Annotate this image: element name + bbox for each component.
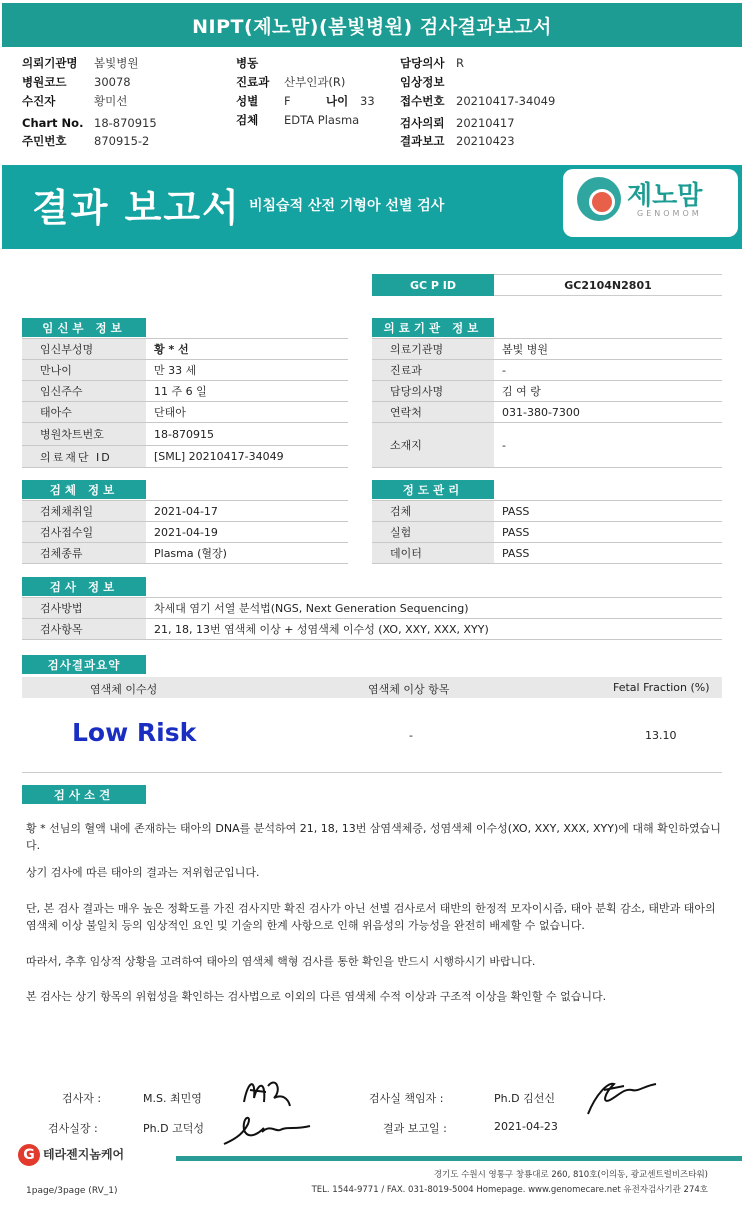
section-head-pregnant: 임신부 정보 — [22, 318, 146, 337]
table-row — [22, 522, 348, 543]
row-label: 태아수 — [22, 402, 146, 423]
row-value: 18-870915 — [146, 423, 348, 446]
header-value: 18-870915 — [94, 116, 157, 130]
row-label: 검체 — [372, 501, 494, 522]
finding-paragraph: 본 검사는 상기 항목의 위험성을 확인하는 검사법으로 이외의 다른 염색체 수적 이상과 구조적 이상을 확인할 수 없습니다. — [26, 990, 607, 1003]
row-label: 병원차트번호 — [22, 423, 146, 446]
finding-paragraph: 황 * 선님의 혈액 내에 존재하는 태아의 DNA를 분석하여 21, 18, 13번 삼염색체증, 성염색체 이수성(XO, XXY, XXX, XYY)에 대해 확인하였습니다. — [26, 822, 721, 852]
header-label: 병원코드 — [22, 75, 67, 89]
specimen-info-table — [22, 500, 348, 564]
table-row — [372, 522, 722, 543]
header-label: 주민번호 — [22, 134, 67, 148]
row-label: 의료기관명 — [372, 339, 494, 360]
row-label: 검체채취일 — [22, 501, 146, 522]
terragen-logo-icon: G — [18, 1144, 40, 1166]
header-value: EDTA Plasma — [284, 113, 360, 127]
chief-name: Ph.D 고덕성 — [143, 1122, 204, 1135]
header-label: 수진자 — [22, 94, 56, 108]
summary-col-fetal-fraction: Fetal Fraction (%) — [613, 681, 710, 694]
fetal-fraction-value: 13.10 — [645, 729, 677, 742]
section-head-summary: 검사결과요약 — [22, 655, 146, 674]
row-value: 김 여 랑 — [494, 381, 722, 402]
row-value: 11 주 6 일 — [146, 381, 348, 402]
section-head-qc: 정도관리 — [372, 480, 494, 499]
summary-col-abnormal: 염색체 이상 항목 — [368, 683, 450, 696]
table-row — [22, 446, 348, 468]
row-value: Plasma (혈장) — [146, 543, 348, 564]
header-label: 담당의사 — [400, 56, 445, 70]
row-label: 데이터 — [372, 543, 494, 564]
header-label: 임상정보 — [400, 75, 445, 89]
terragen-logo-text: 테라젠지놈케어 — [43, 1147, 125, 1162]
row-value: 차세대 염기 서열 분석법(NGS, Next Generation Sequencing) — [146, 598, 722, 619]
page-number: 1page/3page (RV_1) — [26, 1186, 118, 1196]
age-label: 나이 — [326, 94, 349, 108]
header-value: 870915-2 — [94, 134, 150, 148]
table-row — [372, 360, 722, 381]
result-low-risk: Low Risk — [72, 718, 197, 747]
row-value: 031-380-7300 — [494, 402, 722, 423]
report-banner — [2, 165, 742, 249]
footer-address: 경기도 수원시 영통구 창룡대로 260, 810호(이의동, 광교센트럴비즈타워) — [433, 1170, 708, 1180]
abnormal-value: - — [409, 729, 413, 742]
table-row — [372, 423, 722, 468]
table-row — [22, 619, 722, 640]
table-row — [22, 381, 348, 402]
header-label: 접수번호 — [400, 94, 445, 108]
gcpid-label: GC P ID — [372, 274, 494, 296]
header-label: 진료과 — [236, 75, 270, 89]
age-value: 33 — [360, 94, 375, 108]
row-label: 연락처 — [372, 402, 494, 423]
row-value: 봄빛 병원 — [494, 339, 722, 360]
table-row — [372, 501, 722, 522]
row-label: 임신주수 — [22, 381, 146, 402]
tester-label: 검사자 : — [62, 1092, 102, 1105]
qc-table — [372, 500, 722, 564]
row-label: 검사접수일 — [22, 522, 146, 543]
row-label: 만나이 — [22, 360, 146, 381]
header-label: 결과보고 — [400, 134, 445, 148]
table-row — [372, 381, 722, 402]
table-row — [372, 402, 722, 423]
terragen-logo — [18, 1144, 124, 1166]
logo-text: 제노맘 — [627, 181, 703, 211]
row-label: 임신부성명 — [22, 339, 146, 360]
tester-name: M.S. 최민영 — [143, 1092, 202, 1105]
header-value: F — [284, 94, 291, 108]
lead-label: 검사실 책임자 : — [369, 1092, 444, 1105]
header-label: 병동 — [236, 56, 259, 70]
row-value: PASS — [494, 543, 722, 564]
finding-paragraph: 따라서, 추후 임상적 상황을 고려하여 태아의 염색체 핵형 검사를 통한 확인을 반드시 시행하시기 바랍니다. — [26, 955, 536, 968]
chief-signature — [218, 1104, 318, 1152]
table-row — [372, 543, 722, 564]
table-row — [22, 501, 348, 522]
gcpid-value: GC2104N2801 — [494, 274, 722, 296]
summary-header-row — [22, 677, 722, 698]
row-value: PASS — [494, 522, 722, 543]
footer-contact: TEL. 1544-9771 / FAX. 031-8019-5004 Homepage. www.genomecare.net 유전자검사기관 274호 — [311, 1185, 708, 1195]
banner-subtitle: 비침습적 산전 기형아 선별 검사 — [249, 198, 445, 214]
lead-name: Ph.D 김선신 — [494, 1092, 555, 1105]
row-value: 단태아 — [146, 402, 348, 423]
table-row — [22, 543, 348, 564]
lead-signature — [574, 1074, 664, 1120]
chief-label: 검사실장 : — [48, 1122, 98, 1135]
row-value: 2021-04-17 — [146, 501, 348, 522]
pregnant-info-table — [22, 338, 348, 468]
header-label: Chart No. — [22, 116, 84, 130]
patient-header — [22, 54, 722, 154]
institution-info-table — [372, 338, 722, 468]
banner-title: 결과 보고서 — [32, 186, 241, 230]
row-label: 의료재단 ID — [22, 446, 146, 468]
row-label: 소재지 — [372, 423, 494, 468]
row-value: 2021-04-19 — [146, 522, 348, 543]
section-head-institution: 의료기관 정보 — [372, 318, 494, 337]
section-head-findings: 검사소견 — [22, 785, 146, 804]
row-value: - — [494, 423, 722, 468]
row-value: 황 * 선 — [146, 339, 348, 360]
header-value: 30078 — [94, 75, 131, 89]
section-head-test: 검사 정보 — [22, 577, 146, 596]
row-label: 검사방법 — [22, 598, 146, 619]
finding-paragraph: 단, 본 검사 결과는 매우 높은 정확도를 가진 검사지만 확진 검사가 아닌 선별 검사로서 태반의 한정적 모자이시즘, 태아 분획 감소, 태반과 태아의 염색체 이상 불일치 등의 임상적인 요인 및 기술의 한계 사항으로 인해 위음성의 가능성을 완전히 배제할 수 없습니다. — [26, 902, 716, 932]
logo-subtext: GENOMOM — [637, 209, 702, 218]
table-row — [22, 360, 348, 381]
row-label: 검체종류 — [22, 543, 146, 564]
report-title: NIPT(제노맘)(봄빛병원) 검사결과보고서 — [2, 3, 742, 47]
row-value: - — [494, 360, 722, 381]
header-label: 검사의뢰 — [400, 116, 445, 130]
section-head-specimen: 검체 정보 — [22, 480, 146, 499]
row-label: 검사항목 — [22, 619, 146, 640]
header-value: 황미선 — [94, 94, 128, 108]
header-value: 20210417-34049 — [456, 94, 556, 108]
header-label: 검체 — [236, 113, 259, 127]
header-value: 봄빛병원 — [94, 56, 139, 70]
header-label: 의뢰기관명 — [22, 56, 78, 70]
test-info-table — [22, 597, 722, 640]
row-value: 21, 18, 13번 염색체 이상 + 성염색체 이수성 (XO, XXY, XXX, XYY) — [146, 619, 722, 640]
header-value: 20210423 — [456, 134, 515, 148]
row-label: 진료과 — [372, 360, 494, 381]
divider — [22, 772, 722, 773]
table-row — [22, 402, 348, 423]
report-date: 2021-04-23 — [494, 1120, 558, 1133]
footer-divider — [176, 1156, 742, 1161]
row-label: 담당의사명 — [372, 381, 494, 402]
header-value: R — [456, 56, 464, 70]
row-value: PASS — [494, 501, 722, 522]
header-label: 성별 — [236, 94, 259, 108]
summary-col-aneuploidy: 염색체 이수성 — [90, 683, 158, 696]
row-value: 만 33 세 — [146, 360, 348, 381]
table-row — [372, 339, 722, 360]
table-row — [22, 423, 348, 446]
finding-paragraph: 상기 검사에 따른 태아의 결과는 저위험군입니다. — [26, 866, 260, 879]
table-row — [22, 339, 348, 360]
row-value: [SML] 20210417-34049 — [146, 446, 348, 468]
header-value: 산부인과(R) — [284, 75, 346, 89]
genomom-logo-icon — [577, 177, 621, 221]
report-date-label: 결과 보고일 : — [383, 1122, 447, 1135]
table-row — [22, 598, 722, 619]
row-label: 실험 — [372, 522, 494, 543]
header-value: 20210417 — [456, 116, 515, 130]
genomom-logo — [563, 169, 738, 237]
